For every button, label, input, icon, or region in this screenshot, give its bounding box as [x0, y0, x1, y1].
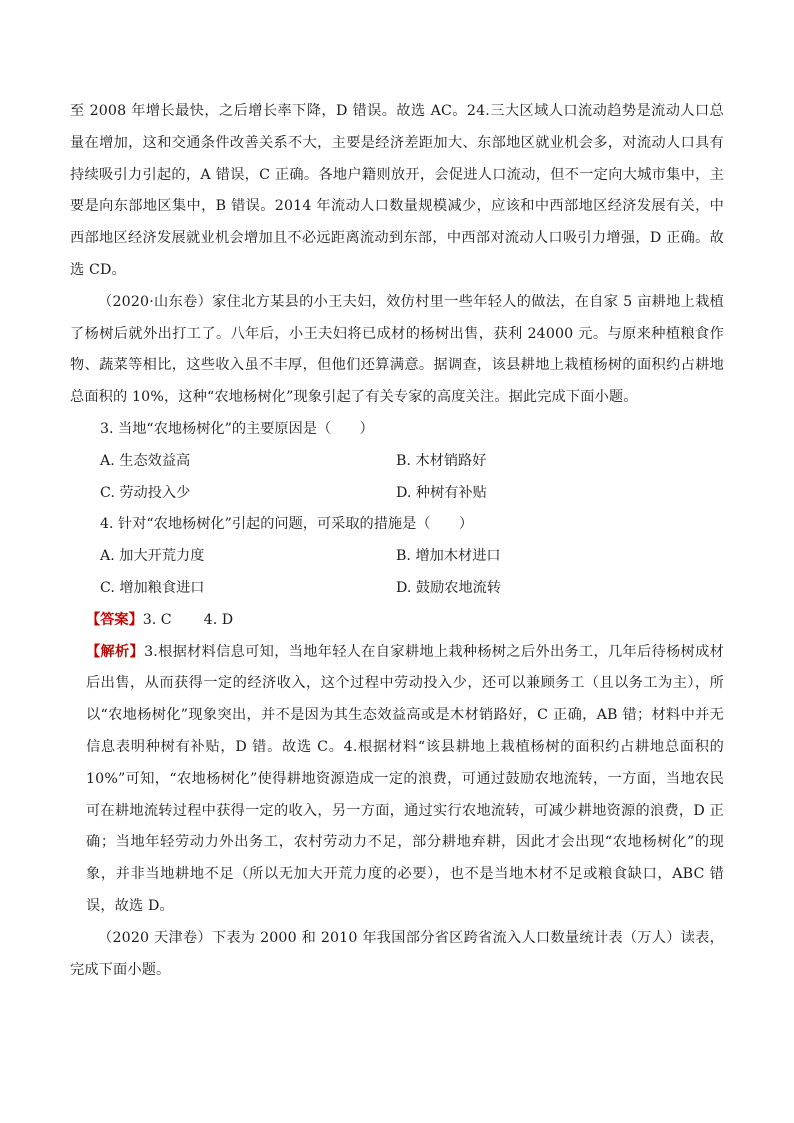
- analysis-tag: 【解析】: [86, 643, 145, 660]
- answer-tag: 【答案】: [86, 611, 143, 628]
- option-d: D. 种树有补贴: [396, 484, 487, 501]
- question-stem: 3. 当地“农地杨树化”的主要原因是（ ）: [100, 420, 374, 437]
- next-material-paragraph: （2020 天津卷）下表为 2000 和 2010 年我国部分省区跨省流入人口数量统计表（万人）读表，完成下面小题。: [70, 929, 724, 978]
- analysis-paragraph: [70, 637, 724, 923]
- option-c: C. 劳动投入少: [100, 484, 191, 501]
- option-a: A. 加大开荒力度: [100, 548, 205, 565]
- option-row: [70, 573, 724, 605]
- analysis-text: 3.根据材料信息可知，当地年轻人在自家耕地上栽种杨树之后外出务工，几年后待杨树成材后出售，从而获得一定的经济收入，这个过程中劳动投入少，还可以兼顾务工（且以务工为主），所以“农地杨树化”现象突出，并不是因为其生态效益高或是木材销路好，C 正确，AB 错；材料中并无信息表明种树有补贴，D 错。故选 C。4.根据材料“该县耕地上栽植杨树的面积约占耕地总面积的 10%”可知，“农地杨树化”使得耕地资源造成一定的浪费，可通过鼓励农地流转，一方面，当地农民可在耕地流转过程中获得一定的收入，另一方面，通过实行农地流转，可减少耕地资源的浪费，D 正确；当地年轻劳动力外出务工，农村劳动力不足，部分耕地弃耕，因此才会出现“农地杨树化”的现象，并非当地耕地不足（所以无加大开荒力度的必要），也不是当地木材不足或粮食缺口，ABC 错误，故选 D。: [86, 643, 724, 914]
- option-row: [70, 478, 724, 510]
- question-4: [70, 509, 724, 604]
- question-stem: 4. 针对“农地杨树化”引起的问题，可采取的措施是（ ）: [100, 516, 474, 533]
- option-c: C. 增加粮食进口: [100, 579, 205, 596]
- question-3: [70, 414, 724, 509]
- option-a: A. 生态效益高: [100, 452, 191, 469]
- answer-3: 3. C: [142, 611, 172, 628]
- material-paragraph: （2020·山东卷）家住北方某县的小王夫妇，效仿村里一些年轻人的做法，在自家 5 亩耕地上栽植了杨树后就外出打工了。八年后，小王夫妇将已成材的杨树出售，获利 24000 元。与原来种植粮食作物、蔬菜等相比，这些收入虽不丰厚，但他们还算满意。据调查，该县耕地上栽植杨树的面积约占耕地总面积的 10%，这种“农地杨树化”现象引起了有关专家的高度关注。据此完成下面小题。: [70, 293, 724, 406]
- document-page: [70, 96, 724, 986]
- answer-4: 4. D: [203, 611, 234, 628]
- explanation-paragraph: 至 2008 年增长最快，之后增长率下降，D 错误。故选 AC。24.三大区域人口流动趋势是流动人口总量在增加，这和交通条件改善关系不大，主要是经济差距加大、东部地区就业机会多，对流动人口具有持续吸引力引起的，A 错误，C 正确。各地户籍则放开，会促进人口流动，但不一定向大城市集中，主要是向东部地区集中，B 错误。2014 年流动人口数量规模减少，应该和中西部地区经济发展有关，中西部地区经济发展就业机会增加且不必远距离流动到东部，中西部对流动人口吸引力增强，D 正确。故选 CD。: [70, 103, 724, 278]
- option-row: [70, 446, 724, 478]
- option-d: D. 鼓励农地流转: [396, 579, 502, 596]
- option-row: [70, 541, 724, 573]
- answer-line: [70, 605, 724, 637]
- option-b: B. 木材销路好: [396, 452, 487, 469]
- option-b: B. 增加木材进口: [396, 548, 501, 565]
